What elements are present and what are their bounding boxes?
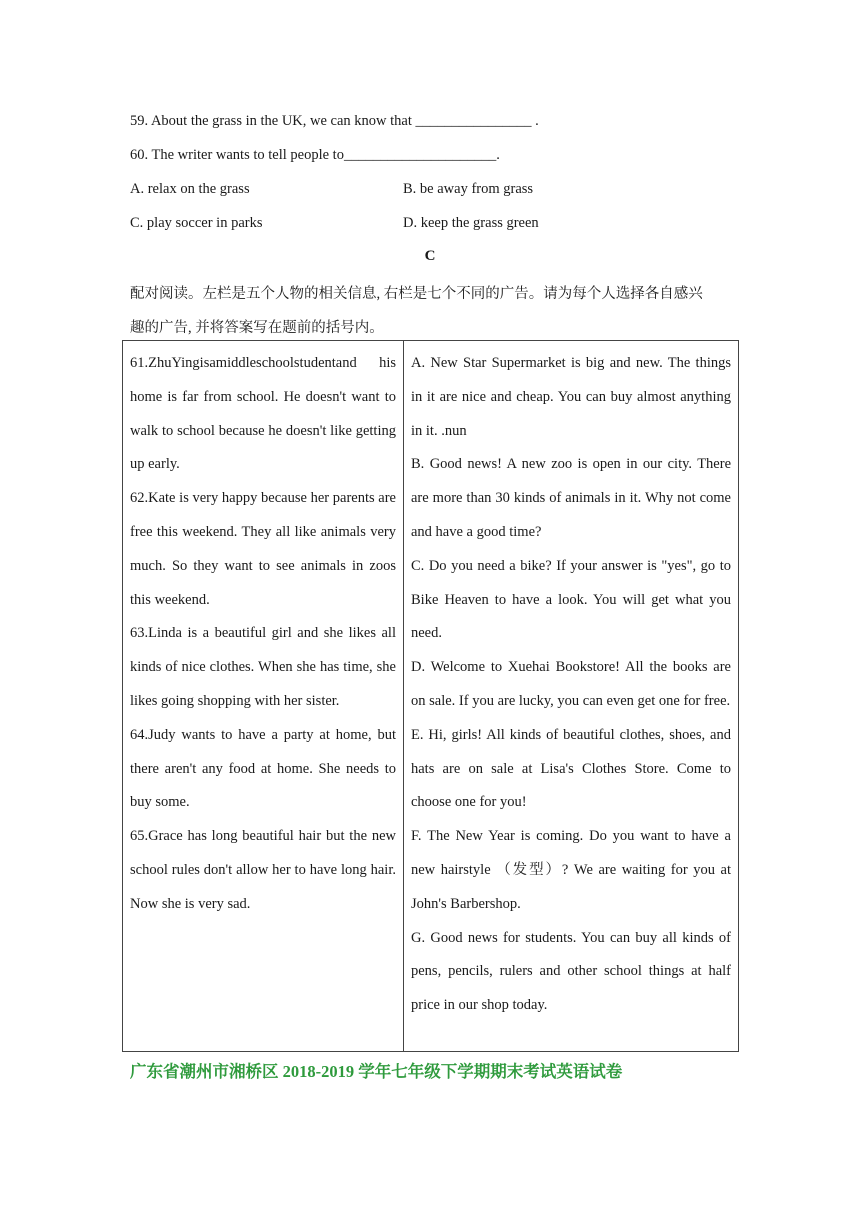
option-a: A. relax on the grass (130, 181, 250, 197)
question-60: 60. The writer wants to tell people to_____________________. (130, 147, 500, 163)
person-65: 65.Grace has long beautiful hair but the new school rules don't allow her to have long hair. Now she is very sad. (130, 828, 396, 912)
exam-title-footer: 广东省潮州市湘桥区 2018-2019 学年七年级下学期期末考试英语试卷 (130, 1062, 623, 1081)
person-63: 63.Linda is a beautiful girl and she likes all kinds of nice clothes. When she has time, she likes going shopping with her sister. (130, 625, 396, 709)
person-61: 61.ZhuYingisamiddleschoolstudentand his home is far from school. He doesn't want to walk to school because he doesn't like getting up early. (130, 355, 396, 473)
instruction-line-1: 配对阅读。左栏是五个人物的相关信息, 右栏是七个不同的广告。请为每个人选择各自感兴 (130, 286, 703, 302)
person-64: 64.Judy wants to have a party at home, but there aren't any food at home. She needs to buy some. (130, 726, 396, 811)
ad-c: C. Do you need a bike? If your answer is "yes", go to Bike Heaven to have a look. You will get what you need. (411, 557, 731, 642)
option-d: D. keep the grass green (403, 215, 539, 231)
ad-g: G. Good news for students. You can buy all kinds of pens, pencils, rulers and other school things at half price in our shop today. (411, 929, 731, 1014)
matching-table (122, 340, 739, 1052)
ad-f: F. The New Year is coming. Do you want to have a new hairstyle （发型）? We are waiting for you at John's Barbershop. (411, 828, 731, 912)
ad-a: A. New Star Supermarket is big and new. The things in it are nice and cheap. You can buy almost anything in it. .nun (411, 355, 731, 439)
person-62: 62.Kate is very happy because her parents are free this weekend. They all like animals very much. So they want to see animals in zoos this weekend. (130, 490, 396, 608)
section-heading: C (424, 248, 436, 264)
ad-e: E. Hi, girls! All kinds of beautiful clothes, shoes, and hats are on sale at Lisa's Clothes Store. Come to choose one for you! (411, 726, 731, 811)
option-c: C. play soccer in parks (130, 215, 263, 231)
ad-d: D. Welcome to Xuehai Bookstore! All the books are on sale. If you are lucky, you can even get one for free. (411, 659, 731, 709)
option-b: B. be away from grass (403, 181, 534, 197)
people-column (123, 341, 404, 1052)
ads-column (404, 341, 739, 1052)
question-59: 59. About the grass in the UK, we can know that ________________ . (130, 113, 539, 129)
ad-b: B. Good news! A new zoo is open in our city. There are more than 30 kinds of animals in it. Why not come and have a good time? (411, 456, 731, 540)
instruction-line-2: 趣的广告, 并将答案写在题前的括号内。 (130, 320, 384, 336)
